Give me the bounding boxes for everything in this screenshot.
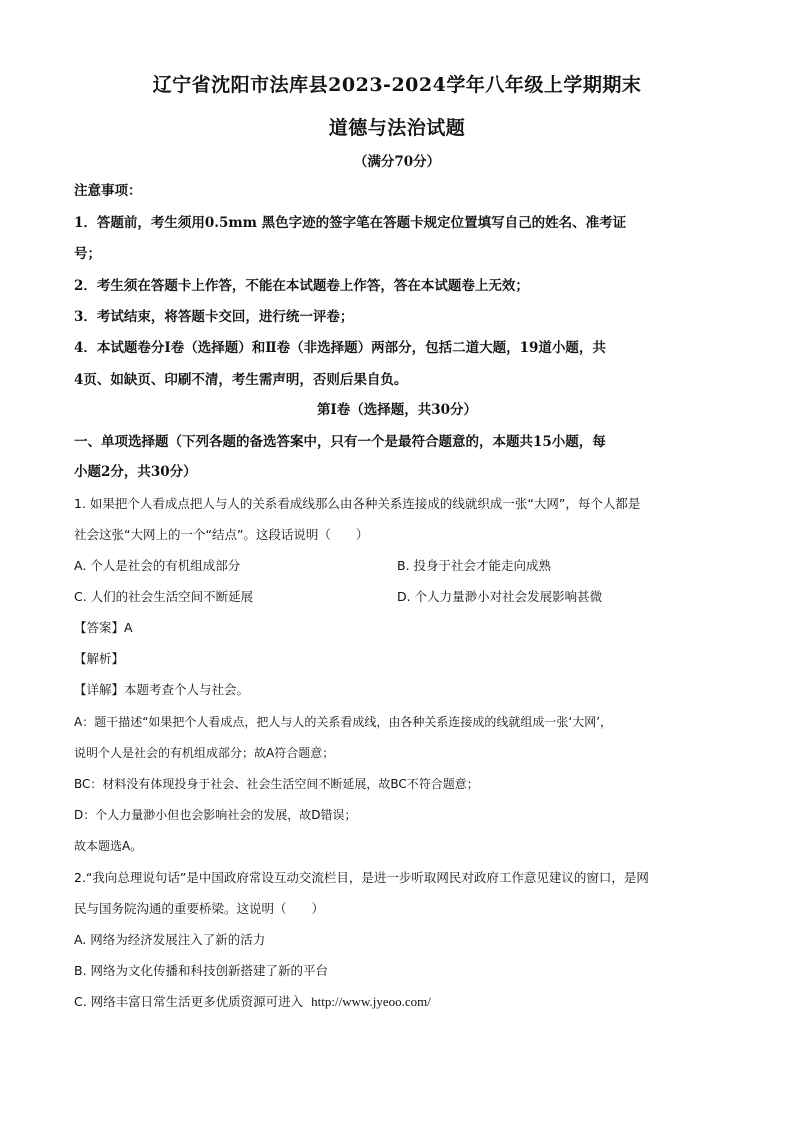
explanation-a-1: A：题干描述“如果把个人看成点，把人与人的关系看成线，由各种关系连接成的线就组成一张‘大网’， bbox=[74, 715, 613, 729]
explanation-d: D：个人力量渺小但也会影响社会的发展，故D错误； bbox=[74, 808, 357, 822]
notice-item-3: 3．考试结束，将答题卡交回，进行统一评卷； bbox=[74, 309, 354, 325]
notice-heading: 注意事项： bbox=[74, 183, 142, 199]
q2-stem-b: 民与国务院沟通的重要桥梁。这说明（ ） bbox=[74, 901, 325, 916]
analysis-tag: 【解析】 bbox=[74, 651, 125, 666]
notice-item-4b: 4页、如缺页、印刷不清，考生需声明，否则后果自负。 bbox=[74, 372, 408, 388]
explanation-a-2: 说明个人是社会的有机组成部分；故A符合题意； bbox=[74, 746, 335, 760]
exam-title: 辽宁省沈阳市法库县2023-2024学年八年级上学期期末 bbox=[152, 74, 642, 96]
notice-item-4a: 4．本试题卷分Ⅰ卷（选择题）和Ⅱ卷（非选择题）两部分，包括二道大题，19道小题，共 bbox=[74, 340, 606, 356]
notice-item-2: 2．考生须在答题卡上作答，不能在本试题卷上作答，答在本试题卷上无效； bbox=[74, 278, 529, 294]
q2-option-b: B. 网络为文化传播和科技创新搭建了新的平台 bbox=[74, 963, 329, 978]
q1-answer-line bbox=[74, 618, 720, 638]
q2-option-a: A. 网络为经济发展注入了新的活力 bbox=[74, 932, 266, 947]
notice-item-1a: 1．答题前，考生须用0.5mm 黑色字迹的签字笔在答题卡规定位置填写自己的姓名、准考证 bbox=[74, 215, 627, 231]
q1-stem-a: 1. 如果把个人看成点把人与人的关系看成线那么由各种关系连接成的线就织成一张“大网”，每个人都是 bbox=[74, 496, 641, 511]
q1-option-b: B. 投身于社会才能走向成熟 bbox=[397, 558, 552, 573]
q1-option-c: C. 人们的社会生活空间不断延展 bbox=[74, 589, 254, 604]
section-heading-a: 一、单项选择题（下列各题的备选答案中，只有一个是最符合题意的，本题共15小题，每 bbox=[74, 434, 606, 450]
q1-option-d: D. 个人力量渺小对社会发展影响甚微 bbox=[397, 589, 603, 604]
watermark-url[interactable]: http://www.jyeoo.com/ bbox=[311, 994, 431, 1009]
answer-tag: 【答案】 bbox=[74, 620, 125, 635]
exam-subtitle: 道德与法治试题 bbox=[328, 117, 466, 139]
notice-item-1b: 号； bbox=[74, 246, 101, 262]
q2-option-c: C. 网络丰富日常生活更多优质资源可进入 bbox=[74, 994, 304, 1009]
full-score: （满分70分） bbox=[353, 154, 441, 170]
explanation-bc: BC：材料没有体现投身于社会、社会生活空间不断延展，故BC不符合题意； bbox=[74, 777, 479, 791]
q1-option-a: A. 个人是社会的有机组成部分 bbox=[74, 558, 241, 573]
section-heading-b: 小题2分，共30分） bbox=[74, 464, 197, 480]
conclusion-line: 故本题选A。 bbox=[74, 839, 143, 853]
detail-line: 【详解】本题考查个人与社会。 bbox=[74, 682, 250, 697]
part1-heading: 第Ⅰ卷（选择题，共30分） bbox=[316, 402, 478, 418]
q1-stem-b: 社会这张“大网上的一个“结点”。这段话说明（ ） bbox=[74, 527, 369, 542]
answer-value: A bbox=[124, 620, 133, 635]
q2-stem-a: 2.“我向总理说句话”是中国政府常设互动交流栏目，是进一步听取网民对政府工作意见建议的窗口，是网 bbox=[74, 870, 649, 885]
q2-option-c-line bbox=[74, 992, 720, 1012]
